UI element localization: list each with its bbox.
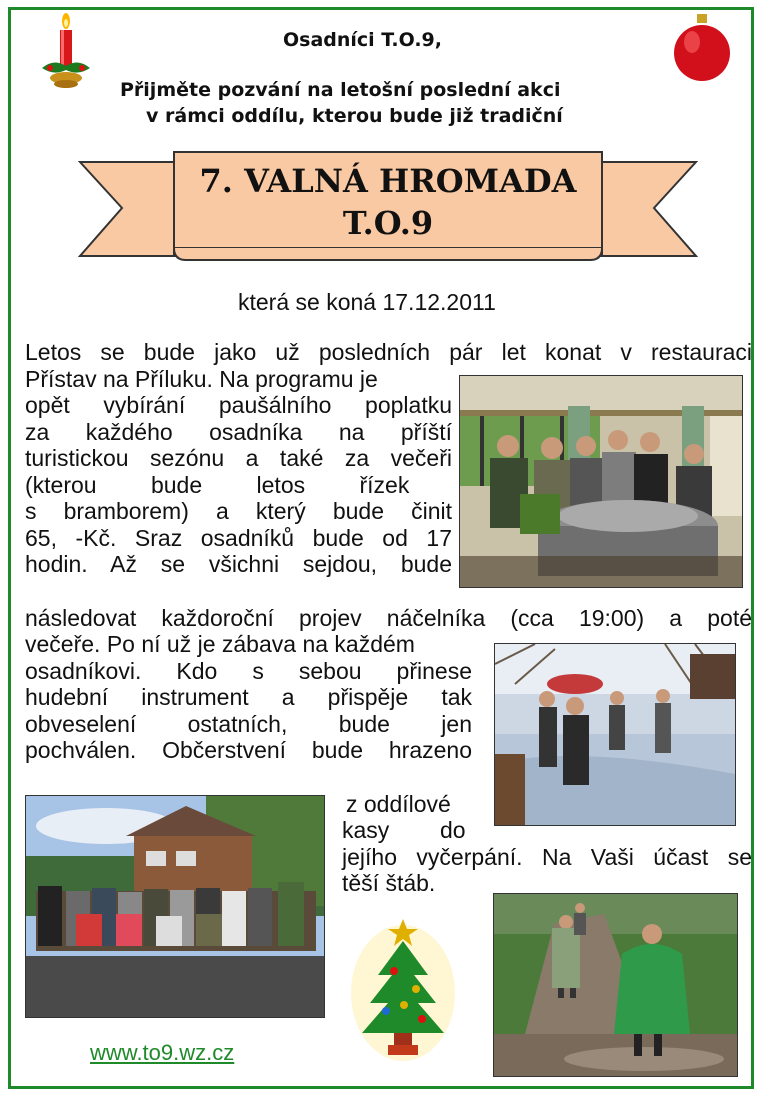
date-line: která se koná 17.12.2011 xyxy=(238,289,496,315)
body-line: Letos se bude jako už posledních pár let konat v restauraci xyxy=(25,339,752,365)
body-line: večeře. Po ní už je zábava na každém xyxy=(25,631,415,657)
body-line: osadníkovi. Kdo s sebou přinese xyxy=(25,658,472,684)
christmas-tree-icon xyxy=(348,915,458,1063)
greeting-heading: Osadníci T.O.9, xyxy=(283,29,442,51)
body-line: Přístav na Příluku. Na programu je xyxy=(25,366,378,392)
body-line: do xyxy=(440,817,466,843)
website-link[interactable]: www.to9.wz.cz xyxy=(90,1040,235,1065)
body-line: následovat každoroční projev náčelníka (cca 19:00) a poté xyxy=(25,605,752,631)
body-line: za každého osadníka na příští xyxy=(25,419,452,445)
body-line: kasy xyxy=(342,817,390,843)
invite-line-1: Přijměte pozvání na letošní poslední akci xyxy=(120,79,561,101)
body-line: z oddílové xyxy=(346,791,451,817)
winter-hike-photo xyxy=(494,643,736,826)
body-line: opět vybírání paušálního poplatku xyxy=(25,392,452,418)
restaurant-group-photo xyxy=(459,375,743,588)
body-line: jejího vyčerpání. Na Vaši účast se xyxy=(342,844,752,870)
body-line: obveselení ostatních, bude jen xyxy=(25,711,472,737)
christmas-ornament-icon xyxy=(670,12,734,84)
body-line: těší štáb. xyxy=(342,870,436,896)
body-line: s bramborem) a který bude činit xyxy=(25,498,452,524)
body-line: hodin. Až se všichni sejdou, bude xyxy=(25,551,452,577)
rainy-trail-photo xyxy=(493,893,738,1077)
candle-icon xyxy=(38,12,94,90)
body-line: turistickou sezónu a také za večeři xyxy=(25,445,452,471)
body-line: (kterou bude letos řízek xyxy=(25,472,410,498)
event-title-sub: T.O.9 xyxy=(342,204,434,242)
body-line: 65, -Kč. Sraz osadníků bude od 17 xyxy=(25,525,452,551)
body-line: hudební instrument a přispěje tak xyxy=(25,684,472,710)
event-title: 7. VALNÁ HROMADA xyxy=(199,162,577,200)
body-line: pochválen. Občerstvení bude hrazeno xyxy=(25,737,472,763)
group-cottage-photo xyxy=(25,795,325,1018)
invite-line-2: v rámci oddílu, kterou bude již tradiční xyxy=(146,105,563,127)
